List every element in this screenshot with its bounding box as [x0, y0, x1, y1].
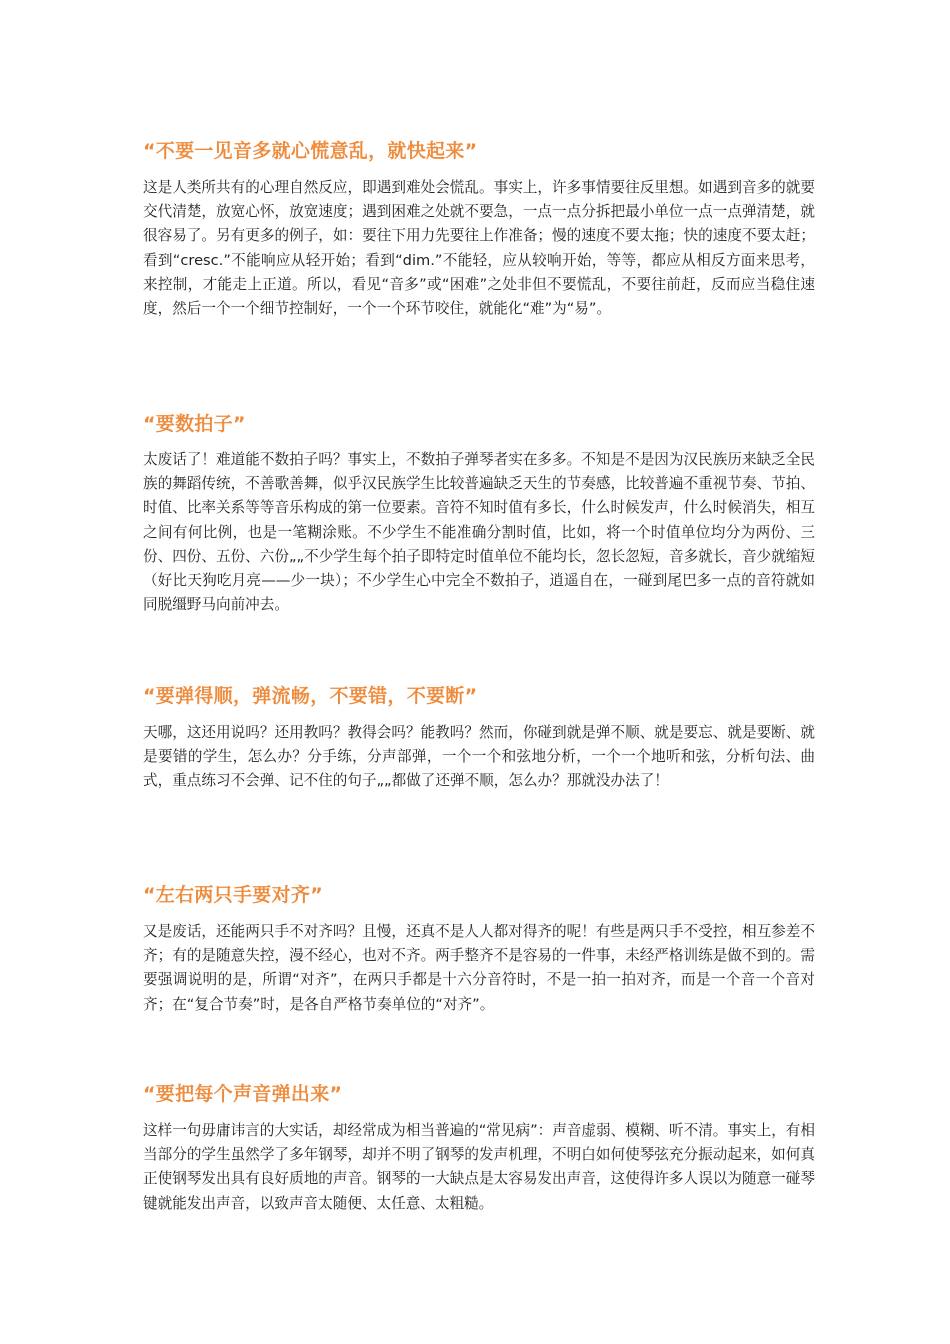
section-heading: “要把每个声音弹出来”	[143, 1083, 343, 1105]
section-count-beats	[143, 411, 815, 617]
section-dont-panic	[143, 138, 815, 321]
section-play-fluently	[143, 683, 815, 794]
section-body: 天哪，这还用说吗？还用教吗？教得会吗？能教吗？然而，你碰到就是弹不顺、就是要忘、就是要断、就是要错的学生，怎么办？分手练，分声部弹，一个一个和弦地分析，一个一个地听和弦，分析句法、曲式，重点练习不会弹、记不住的句子„„都做了还弹不顺，怎么办？那就没办法了！	[143, 724, 815, 790]
section-heading: “要弹得顺，弹流畅，不要错，不要断”	[143, 685, 478, 707]
section-hands-aligned	[143, 882, 815, 1017]
section-body: 这样一句毋庸讳言的大实话，却经常成为相当普遍的“常见病”：声音虚弱、模糊、听不清。事实上，有相当部分的学生虽然学了多年钢琴，却并不明了钢琴的发声机理，不明白如何使琴弦充分振动起来，如何真正使钢琴发出具有良好质地的声音。钢琴的一大缺点是太容易发出声音，这使得许多人误以为随意一碰琴键就能发出声音，以致声音太随便、太任意、太粗糙。	[143, 1122, 815, 1212]
section-body: 太废话了！难道能不数拍子吗？事实上，不数拍子弹琴者实在多多。不知是不是因为汉民族历来缺乏全民族的舞蹈传统，不善歌善舞，似乎汉民族学生比较普遍缺乏天生的节奏感，比较普遍不重视节奏、节拍、时值、比率关系等等音乐构成的第一位要素。音符不知时值有多长，什么时候发声，什么时候消失，相互之间有何比例，也是一笔糊涂账。不少学生不能准确分割时值，比如，将一个时值单位均分为两份、三份、四份、五份、六份„„不少学生每个拍子即特定时值单位不能均长，忽长忽短，音多就长，音少就缩短（好比天狗吃月亮——少一块）；不少学生心中完全不数拍子，逍遥自在，一碰到尾巴多一点的音符就如同脱缰野马向前冲去。	[143, 451, 815, 614]
section-body: 又是废话，还能两只手不对齐吗？且慢，还真不是人人都对得齐的呢！有些是两只手不受控，相互参差不齐；有的是随意失控，漫不经心，也对不齐。两手整齐不是容易的一件事，未经严格训练是做不到的。需要强调说明的是，所谓“对齐”，在两只手都是十六分音符时，不是一拍一拍对齐，而是一个音一个音对齐；在“复合节奏”时，是各自严格节奏单位的“对齐”。	[143, 923, 815, 1013]
section-heading: “左右两只手要对齐”	[143, 884, 323, 906]
section-heading: “不要一见音多就心慌意乱，就快起来”	[143, 140, 478, 162]
section-heading: “要数拍子”	[143, 413, 246, 435]
section-every-note-sounds	[143, 1081, 815, 1216]
section-body: 这是人类所共有的心理自然反应，即遇到难处会慌乱。事实上，许多事情要往反里想。如遇到音多的就要交代清楚，放宽心怀，放宽速度；遇到困难之处就不要急，一点一点分拆把最小单位一点一点弹清楚，就很容易了。另有更多的例子，如：要往下用力先要往上作准备；慢的速度不要太拖；快的速度不要太赶；看到“cresc.”不能响应从轻开始；看到“dim.”不能轻，应从较响开始，等等，都应从相反方面来思考，来控制，才能走上正道。所以，看见“音多”或“困难”之处非但不要慌乱，不要往前赶，反而应当稳住速度，然后一个一个细节控制好，一个一个环节咬住，就能化“难”为“易”。	[143, 179, 815, 318]
